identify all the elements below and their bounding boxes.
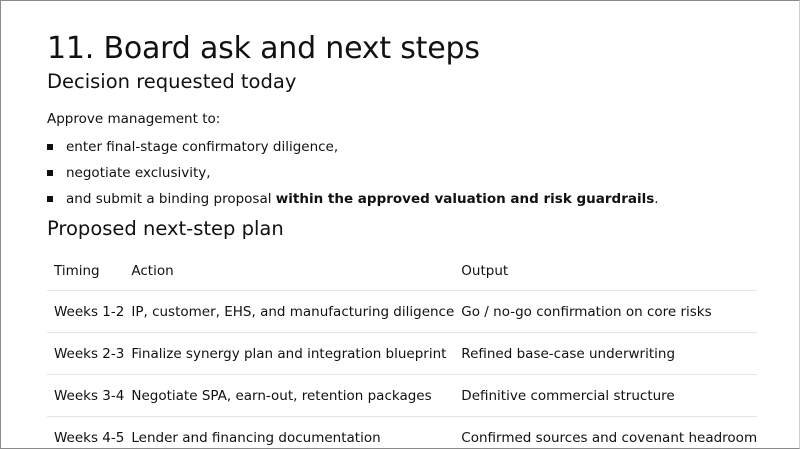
bullet-item xyxy=(47,138,755,156)
header-action: Action xyxy=(124,252,454,291)
cell-timing: Weeks 3-4 xyxy=(47,375,124,417)
plan-heading: Proposed next-step plan xyxy=(47,217,284,240)
bullet-item xyxy=(47,190,755,208)
cell-timing: Weeks 1-2 xyxy=(47,291,124,333)
intro-text: Approve management to: xyxy=(47,111,221,127)
slide-content xyxy=(47,29,758,449)
bullet-square-icon xyxy=(47,196,53,202)
table-header-row xyxy=(47,252,757,291)
cell-action: Lender and financing documentation xyxy=(131,429,381,446)
slide-title: 11. Board ask and next steps xyxy=(47,31,480,66)
bullet-square-icon xyxy=(47,170,53,176)
plan-table xyxy=(47,252,757,449)
cell-output: Definitive commercial structure xyxy=(454,375,757,417)
cell-output: Confirmed sources and covenant headroom xyxy=(461,429,758,446)
bullet-square-icon xyxy=(47,144,53,150)
table-row xyxy=(47,375,757,417)
cell-output: Go / no-go confirmation on core risks xyxy=(454,291,757,333)
table-row xyxy=(47,417,757,449)
bullet-text: enter final-stage confirmatory diligence, xyxy=(66,139,339,155)
bullet-text: and submit a binding proposal xyxy=(66,191,276,207)
cell-timing: Weeks 4-5 xyxy=(54,429,125,446)
bullet-bold-text: within the approved valuation and risk guardrails xyxy=(275,191,655,207)
decision-heading: Decision requested today xyxy=(47,70,297,93)
table-row xyxy=(47,333,757,375)
cell-timing: Weeks 2-3 xyxy=(47,333,124,375)
bullet-item xyxy=(47,164,755,182)
table-row xyxy=(47,291,757,333)
header-output: Output xyxy=(454,252,757,291)
header-timing: Timing xyxy=(47,252,124,291)
cell-action: IP, customer, EHS, and manufacturing diligence xyxy=(124,291,454,333)
bullet-suffix: . xyxy=(654,191,659,207)
bullet-list xyxy=(47,138,755,208)
bullet-text: negotiate exclusivity, xyxy=(66,165,211,181)
cell-action: Negotiate SPA, earn-out, retention packages xyxy=(124,375,454,417)
cell-action: Finalize synergy plan and integration blueprint xyxy=(124,333,454,375)
cell-output: Refined base-case underwriting xyxy=(454,333,757,375)
